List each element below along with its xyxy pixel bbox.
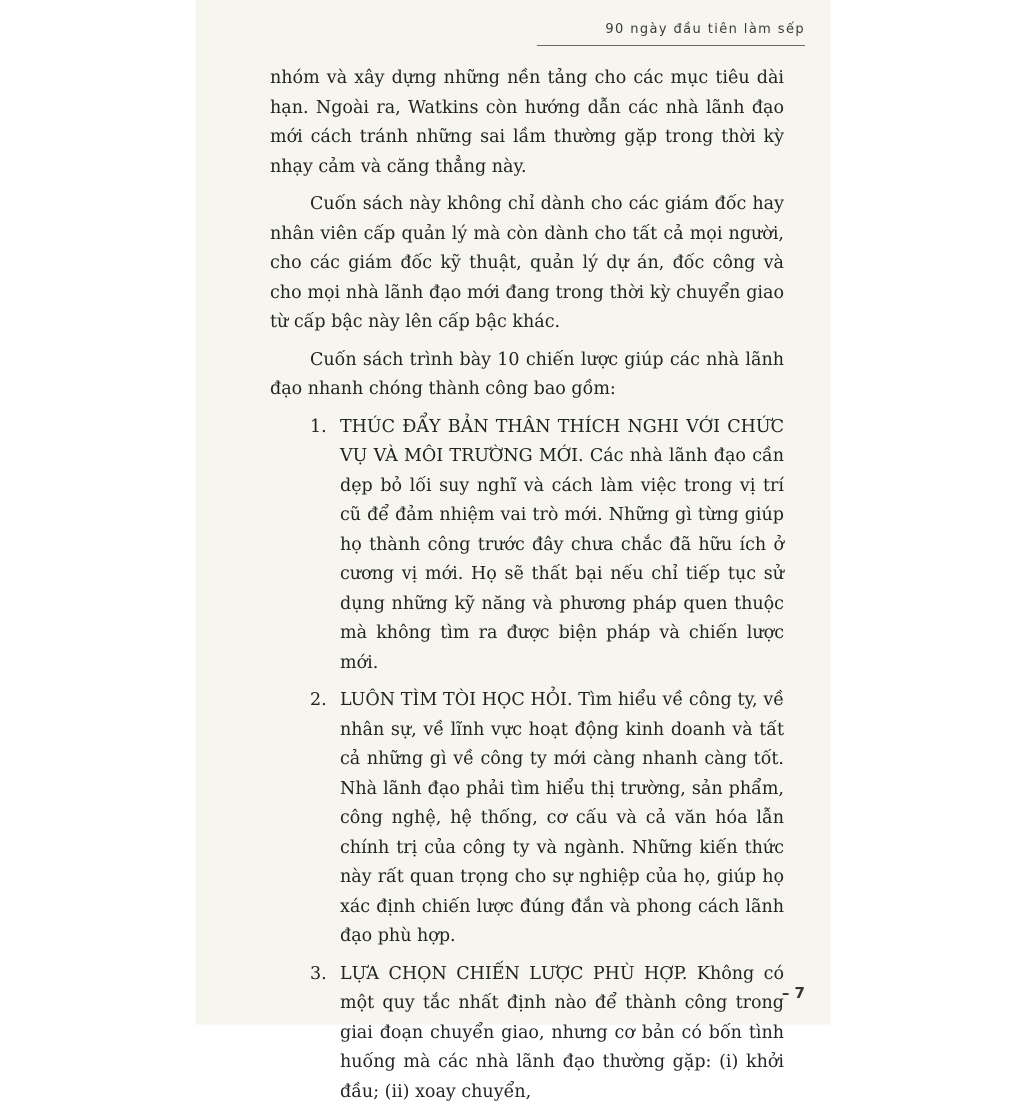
list-item-text: LỰA CHỌN CHIẾN LƯỢC PHÙ HỢP. Không có một quy tắc nhất định nào để thành công trong giai đoạn chuyển giao, nhưng cơ bản có bốn tình huống mà các nhà lãnh đạo thường gặp: (i) khởi đầu; (ii) xoay chuyển, xyxy=(340,963,784,1102)
body-text xyxy=(270,64,784,1115)
list-number: 3. xyxy=(310,963,327,984)
strategy-list xyxy=(270,413,784,1108)
page-number: – 7 xyxy=(781,984,805,1002)
list-number: 1. xyxy=(310,416,327,437)
paragraph-intro-list: Cuốn sách trình bày 10 chiến lược giúp các nhà lãnh đạo nhanh chóng thành công bao gồm: xyxy=(270,349,784,399)
running-head: 90 ngày đầu tiên làm sếp xyxy=(605,22,805,37)
list-item xyxy=(270,413,784,679)
list-item-text: THÚC ĐẨY BẢN THÂN THÍCH NGHI VỚI CHỨC VỤ VÀ MÔI TRƯỜNG MỚI. Các nhà lãnh đạo cần dẹp bỏ lối suy nghĩ và cách làm việc trong vị trí cũ để đảm nhiệm vai trò mới. Những gì từng giúp họ thành công trước đây chưa chắc đã hữu ích ở cương vị mới. Họ sẽ thất bại nếu chỉ tiếp tục sử dụng những kỹ năng và phương pháp quen thuộc mà không tìm ra được biện pháp và chiến lược mới. xyxy=(340,416,784,673)
paragraph-audience: Cuốn sách này không chỉ dành cho các giám đốc hay nhân viên cấp quản lý mà còn dành cho tất cả mọi người, cho các giám đốc kỹ thuật, quản lý dự án, đốc công và cho mọi nhà lãnh đạo mới đang trong thời kỳ chuyển giao từ cấp bậc này lên cấp bậc khác. xyxy=(270,194,784,332)
paragraph-continued: nhóm và xây dựng những nền tảng cho các mục tiêu dài hạn. Ngoài ra, Watkins còn hướng dẫn các nhà lãnh đạo mới cách tránh những sai lầm thường gặp trong thời kỳ nhạy cảm và căng thẳng này. xyxy=(270,68,784,177)
list-number: 2. xyxy=(310,690,327,710)
list-item xyxy=(270,960,784,1108)
list-item xyxy=(270,686,784,952)
header-rule xyxy=(537,45,805,46)
list-item-text: LUÔN TÌM TÒI HỌC HỎI. Tìm hiểu về công ty, về nhân sự, về lĩnh vực hoạt động kinh doanh và tất cả những gì về công ty mới càng nhanh càng tốt. Nhà lãnh đạo phải tìm hiểu thị trường, sản phẩm, công nghệ, hệ thống, cơ cấu và cả văn hóa lẫn chính trị của công ty và ngành. Những kiến thức này rất quan trọng cho sự nghiệp của họ, giúp họ xác định chiến lược đúng đắn và phong cách lãnh đạo phù hợp. xyxy=(340,690,784,946)
